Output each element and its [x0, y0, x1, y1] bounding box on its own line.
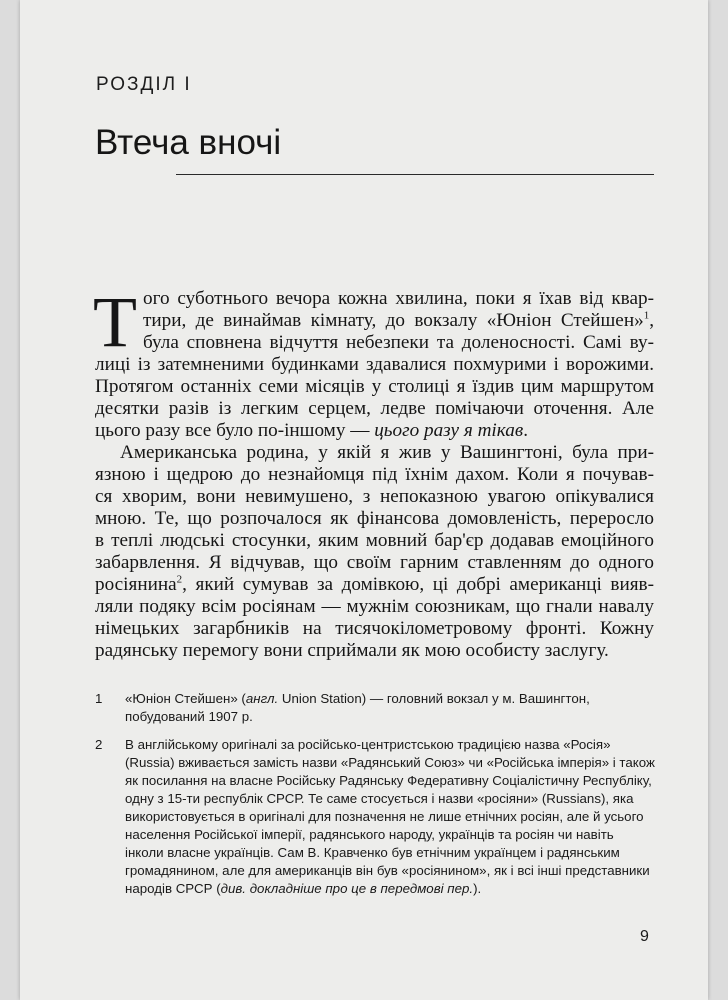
italic-text: цього разу я тікав [374, 420, 524, 441]
text-fragment: В англійському оригіналі за російсько-центристською традицією назва «Росія» (Russia) вживається замість назви «Радянський Союз» чи «Російська імперія» і також як посилання на власне Російську Радянську Федеративну Соціалістичну Республіку, одну з 15-ти республік СРСР. Те саме стосується і назви «росіяни» (Russians), яка використовується в оригіналі для позначення не лише етнічних росіян, але й усього населення Російської імперії, радянського народу, українців та росіян чи навіть інколи власне українців. Сам В. Кравченко був етнічним українцем і радянським громадянином, але для американців він був «росіянином», як і всі інші представники народів СРСР ( [125, 737, 655, 896]
text-line: німецьких загарбників на тисячокілометровому фронті. Кожну [95, 618, 654, 639]
paragraph-2 [95, 442, 654, 662]
footnote-text [125, 690, 655, 726]
footnote-number: 2 [95, 737, 103, 752]
chapter-label: РОЗДІЛ І [96, 74, 192, 95]
footnote-ref: 2 [176, 573, 183, 586]
footnote-text [125, 736, 655, 898]
italic-text: див. докладніше про це в передмові пер. [220, 881, 474, 896]
text-line: ого суботнього вечора кожна хвилина, поки я їхав від квар- [142, 288, 654, 309]
footnote-ref: 1 [643, 309, 650, 322]
text-line: Протягом останніх семи місяців у столиці я їздив цим маршрутом [95, 376, 654, 397]
text-line: Американська родина, у якій я жив у Вашингтоні, була при- [120, 442, 654, 463]
text-fragment: ). [473, 881, 482, 896]
footnote-2 [95, 736, 655, 898]
text-fragment: , [649, 310, 654, 331]
chapter-title: Втеча вночі [95, 123, 282, 162]
text-fragment: тири, де винаймав кімнату, до вокзалу «Юніон Стейшен» [142, 310, 644, 331]
text-line: язною і щедрою до незнайомця під їхнім дахом. Коли я почував- [95, 464, 654, 485]
text-line [95, 574, 654, 596]
text-line: мною. Те, що розпочалося як фінансова домовленість, переросло [95, 508, 654, 529]
text-fragment: . [523, 420, 528, 441]
text-line: в теплі людські стосунки, яким мовний бар'єр додавав емоційного [95, 530, 654, 551]
text-line [95, 310, 654, 332]
text-line [95, 420, 654, 442]
text-fragment: Union Station) — головний вокзал у м. Вашингтон, побудований 1907 р. [125, 691, 590, 724]
drop-cap: Т [93, 282, 137, 362]
footnote-1 [95, 690, 655, 726]
text-line: ся хворим, вони невимушено, з непоказною увагою опікувалися [95, 486, 654, 507]
text-line: десятки разів із легким серцем, ледве помічаючи оточення. Але [95, 398, 654, 419]
book-page [20, 0, 708, 1000]
text-line: забарвлення. Я відчував, що своїм гарним ставленням до одного [95, 552, 654, 573]
italic-text: англ. [245, 691, 279, 706]
text-line: ляли подяку всім росіянам — мужнім союзникам, що гнали навалу [95, 596, 654, 617]
text-fragment: , який сумував за домівкою, ці добрі американці вияв- [182, 574, 654, 595]
page-number: 9 [640, 928, 649, 945]
text-line: була сповнена відчуття небезпеки та доленосності. Самі ву- [142, 332, 654, 353]
footnotes [95, 690, 655, 908]
text-line: лиці із затемненими будинками здавалися похмурими і ворожими. [95, 354, 654, 375]
title-rule [176, 174, 654, 175]
text-fragment: цього разу все було по-іншому — [95, 420, 375, 441]
body-text [93, 282, 654, 662]
text-fragment: «Юніон Стейшен» ( [125, 691, 246, 706]
text-line: радянську перемогу вони сприймали як мою особисту заслугу. [95, 640, 609, 661]
paragraph-1 [93, 282, 654, 442]
text-fragment: росіянина [95, 574, 177, 595]
footnote-number: 1 [95, 691, 103, 706]
